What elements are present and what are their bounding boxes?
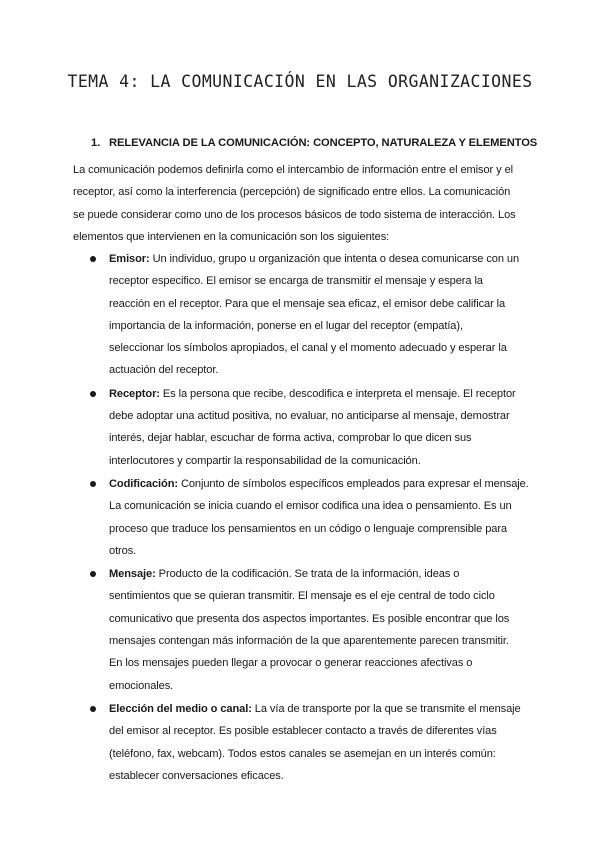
- list-item-text: Producto de la codificación. Se trata de la información, ideas o: [155, 568, 460, 581]
- list-item-line: interés, dejar hablar, escuchar de forma activa, comprobar lo que dicen sus: [109, 432, 472, 445]
- list-item-line: establecer conversaciones eficaces.: [109, 769, 284, 782]
- list-item-text: Es la persona que recibe, descodifica e interpreta el mensaje. El receptor: [159, 387, 516, 400]
- intro-paragraph: [73, 159, 531, 248]
- bullet-icon: [90, 571, 96, 577]
- list-item-text: Conjunto de símbolos específicos empleados para expresar el mensaje.: [177, 477, 529, 490]
- list-item-mensaje: [73, 563, 533, 697]
- list-item-first-line: [109, 698, 533, 720]
- list-item-line: otros.: [109, 544, 137, 557]
- list-item-canal: [73, 698, 533, 787]
- list-item-line: sentimientos que se quieran transmitir. El mensaje es el eje central de todo ciclo: [109, 590, 495, 603]
- elements-list: [73, 248, 533, 788]
- list-item-term: Mensaje:: [109, 568, 156, 581]
- intro-line: se puede considerar como uno de los procesos básicos de todo sistema de interacción. Los: [73, 208, 516, 221]
- document-title: TEMA 4: LA COMUNICACIÓN EN LAS ORGANIZACIONES: [67, 72, 533, 91]
- bullet-icon: [90, 706, 96, 712]
- bullet-icon: [90, 391, 96, 397]
- list-item-line: importancia de la información, ponerse en el lugar del receptor (empatía),: [109, 319, 463, 332]
- list-item-line: En los mensajes pueden llegar a provocar o generar reacciones afectivas o: [109, 657, 473, 670]
- list-item-text: La vía de transporte por la que se transmite el mensaje: [251, 702, 521, 715]
- list-item-line: proceso que traduce los pensamientos en un código o lenguaje comprensible para: [109, 522, 508, 535]
- list-item-line: mensajes contengan más información de la que aparentemente parecen transmitir.: [109, 635, 509, 648]
- list-item-line: receptor especifico. El emisor se encarga de transmitir el mensaje y espera la: [109, 275, 483, 288]
- list-item-line: reacción en el receptor. Para que el mensaje sea eficaz, el emisor debe calificar la: [109, 297, 506, 310]
- list-item-line: seleccionar los símbolos apropiados, el canal y el momento adecuado y esperar la: [109, 342, 507, 355]
- list-item-term: Codificación:: [109, 477, 178, 490]
- list-item-line: La comunicación se inicia cuando el emisor codifica una idea o pensamiento. Es un: [109, 500, 512, 513]
- section-heading-text: RELEVANCIA DE LA COMUNICACIÓN: CONCEPTO, NATURALEZA Y ELEMENTOS: [109, 137, 538, 149]
- list-item-line: comunicativo que presenta dos aspectos importantes. Es posible encontrar que los: [109, 612, 510, 625]
- list-item-term: Elección del medio o canal:: [109, 702, 252, 715]
- list-item-term: Emisor:: [109, 253, 150, 265]
- bullet-icon: [90, 256, 96, 262]
- list-item-line: (teléfono, fax, webcam). Todos estos canales se asemejan en un interés común:: [109, 747, 496, 760]
- list-item-codificacion: [73, 473, 533, 562]
- list-item-line: del emisor al receptor. Es posible establecer contacto a través de diferentes vías: [109, 725, 497, 738]
- bullet-icon: [90, 481, 96, 487]
- intro-line: elementos que intervienen en la comunicación son los siguientes:: [73, 230, 390, 243]
- list-item-line: interlocutores y compartir la responsabilidad de la comunicación.: [109, 454, 421, 467]
- list-item-line: actuación del receptor.: [109, 364, 219, 377]
- list-item-receptor: [73, 383, 533, 472]
- intro-line: La comunicación podemos definirla como el intercambio de información entre el emisor y el: [73, 164, 514, 176]
- section-number: 1.: [91, 137, 101, 149]
- intro-line: receptor, así como la interferencia (percepción) de significado entre ellos. La comunicación: [73, 186, 511, 199]
- list-item-term: Receptor:: [109, 387, 160, 400]
- list-item-first-line: [109, 248, 533, 270]
- list-item-emisor: [73, 248, 533, 382]
- section-heading: [91, 137, 591, 149]
- list-item-first-line: [109, 383, 533, 405]
- list-item-first-line: [109, 563, 533, 585]
- list-item-line: emocionales.: [109, 679, 174, 692]
- list-item-line: debe adoptar una actitud positiva, no evaluar, no anticiparse al mensaje, demostrar: [109, 410, 510, 423]
- list-item-text: Un individuo, grupo u organización que intenta o desea comunicarse con un: [149, 253, 520, 265]
- list-item-first-line: [109, 473, 533, 495]
